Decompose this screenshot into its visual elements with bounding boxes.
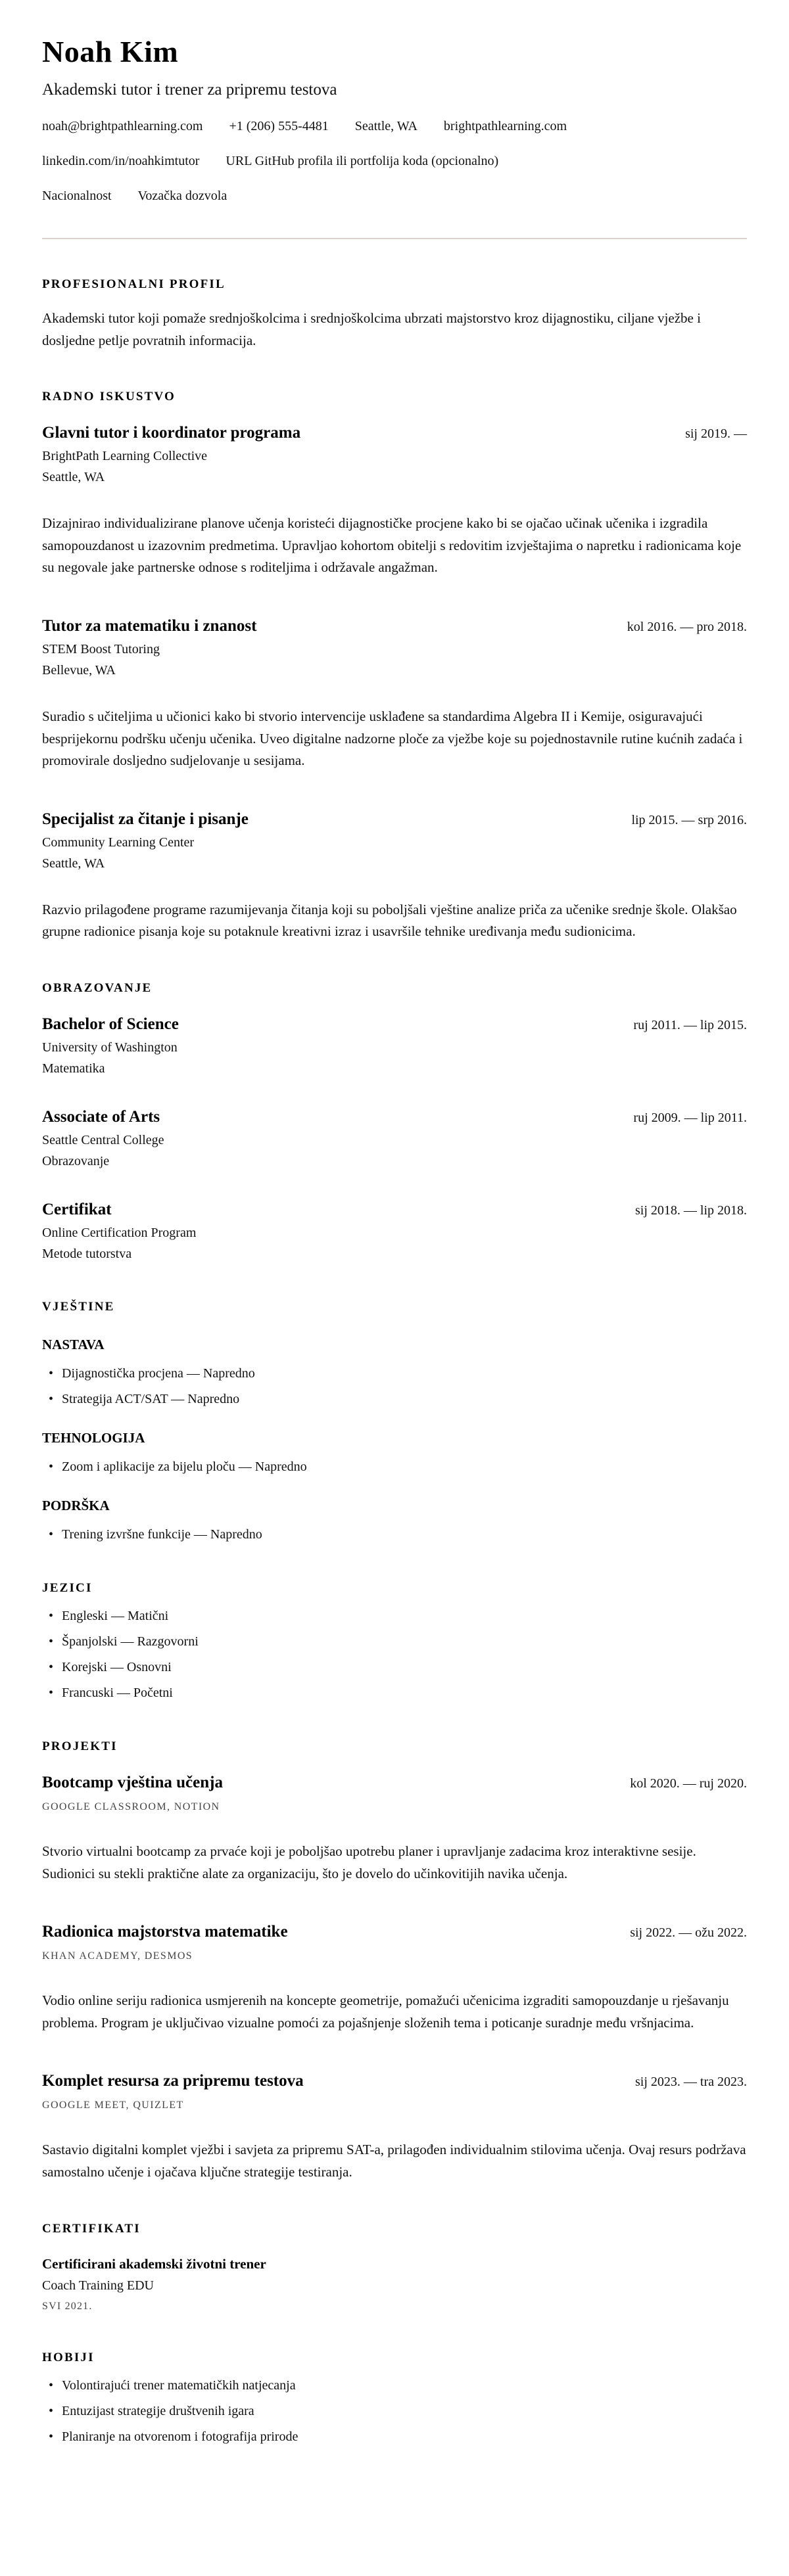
entry-header: [42, 2072, 747, 2090]
linkedin-text: linkedin.com/in/noahkimtutor: [42, 154, 200, 168]
language-item: • Francuski — Početni: [42, 1684, 747, 1701]
education-entry: [42, 1201, 747, 1262]
job-title: Tutor za matematiku i znanost: [42, 616, 257, 635]
language-item: • Španjolski — Razgovorni: [42, 1633, 747, 1650]
job-title: Glavni tutor i koordinator programa: [42, 424, 301, 442]
skill-item: • Strategija ACT/SAT — Napredno: [42, 1391, 747, 1408]
entry-header: [42, 424, 747, 442]
company-name: Community Learning Center: [42, 835, 195, 850]
entry-header: [42, 1201, 747, 1219]
contact-row-3: [42, 189, 747, 204]
contact-row-1: [42, 119, 747, 134]
entry-header: [42, 1108, 747, 1126]
profile-text: Akademski tutor koji pomaže srednjoškolcima i srednjoškolcima ubrzati majstorstvo kroz dijagnostiku, ciljane vježbe i dosljedne petlje povratnih informacija.: [42, 310, 701, 348]
email-text: noah@brightpathlearning.com: [42, 119, 203, 133]
project-date-range: kol 2020. — ruj 2020.: [630, 1776, 747, 1791]
education-entry: [42, 1015, 747, 1076]
github-placeholder-text: URL GitHub profila ili portfolija koda (opcionalno): [226, 154, 499, 168]
education-date-range: sij 2018. — lip 2018.: [634, 1203, 747, 1218]
section-hobbies: [42, 2351, 747, 2445]
skill-item: • Zoom i aplikacije za bijelu ploču — Napredno: [42, 1458, 747, 1475]
job-date-range: sij 2019. —: [685, 426, 747, 442]
certificate-issuer: Coach Training EDU: [42, 2278, 154, 2293]
nationality-label: Nacionalnost: [42, 189, 112, 203]
website-text: brightpathlearning.com: [443, 119, 567, 133]
field-of-study: Obrazovanje: [42, 1153, 110, 1168]
job-location: Bellevue, WA: [42, 662, 116, 678]
section-heading-education: OBRAZOVANJE: [42, 980, 153, 995]
skill-group-name: PODRŠKA: [42, 1497, 110, 1513]
hobby-item: • Planiranje na otvorenom i fotografija prirode: [42, 2428, 747, 2445]
skill-item: • Dijagnostička procjena — Napredno: [42, 1365, 747, 1382]
section-heading-skills: VJEŠTINE: [42, 1299, 115, 1314]
section-profile: [42, 277, 747, 352]
section-certificates: [42, 2222, 747, 2312]
project-tech-stack: GOOGLE CLASSROOM, NOTION: [42, 1801, 220, 1812]
entry-header: [42, 617, 747, 635]
language-item: • Engleski — Matični: [42, 1607, 747, 1624]
hobby-list: [42, 2377, 747, 2445]
section-heading-certificates: CERTIFIKATI: [42, 2221, 141, 2236]
skill-list: [42, 1526, 747, 1543]
skill-item: • Trening izvršne funkcije — Napredno: [42, 1526, 747, 1543]
person-name: Noah Kim: [42, 35, 179, 68]
project-entry: [42, 2072, 747, 2183]
job-title: Specijalist za čitanje i pisanje: [42, 810, 249, 828]
job-location: Seattle, WA: [42, 470, 105, 485]
project-title: Radionica majstorstva matematike: [42, 1923, 288, 1941]
degree-name: Certifikat: [42, 1200, 112, 1218]
section-languages: [42, 1581, 747, 1701]
project-date-range: sij 2023. — tra 2023.: [635, 2075, 747, 2090]
phone-text: +1 (206) 555-4481: [229, 119, 329, 133]
contact-row-2: [42, 154, 747, 169]
project-tech-stack: GOOGLE MEET, QUIZLET: [42, 2100, 184, 2111]
school-name: University of Washington: [42, 1040, 178, 1055]
section-projects: [42, 1739, 747, 2184]
project-description: Sastavio digitalni komplet vježbi i savjeta za pripremu SAT-a, prilagođen individualnim stilovima učenja. Ovaj resurs podržava samostalno učenje i ojačava ključne strategije testiranja.: [42, 2142, 746, 2180]
experience-entry: [42, 617, 747, 772]
job-date-range: lip 2015. — srp 2016.: [631, 812, 747, 827]
entry-header: [42, 1015, 747, 1034]
skill-group-name: NASTAVA: [42, 1336, 105, 1352]
hobby-item: • Entuzijast strategije društvenih igara: [42, 2403, 747, 2420]
language-item: • Korejski — Osnovni: [42, 1659, 747, 1676]
school-name: Seattle Central College: [42, 1132, 164, 1147]
project-description: Vodio online seriju radionica usmjerenih na koncepte geometrije, pomažući učenicima izgraditi samopouzdanje u rješavanju problema. Program je uključivao vizualne pomoći za pojašnjenje složenih tema i poticanje suradnje među vršnjacima.: [42, 1992, 729, 2031]
section-heading-projects: PROJEKTI: [42, 1739, 118, 1753]
project-title: Komplet resursa za pripremu testova: [42, 2072, 304, 2090]
project-date-range: sij 2022. — ožu 2022.: [630, 1925, 747, 1941]
location-text: Seattle, WA: [354, 119, 418, 133]
entry-header: [42, 810, 747, 829]
company-name: BrightPath Learning Collective: [42, 449, 208, 464]
section-heading-experience: RADNO ISKUSTVO: [42, 390, 176, 404]
skill-list: [42, 1458, 747, 1475]
project-entry: [42, 1774, 747, 1885]
section-heading-hobbies: HOBIJI: [42, 2350, 95, 2364]
experience-entry: [42, 424, 747, 579]
section-experience: [42, 390, 747, 943]
job-date-range: kol 2016. — pro 2018.: [627, 619, 747, 634]
degree-name: Associate of Arts: [42, 1107, 160, 1126]
job-description: Suradio s učiteljima u učionici kako bi stvorio intervencije usklađene sa standardima Algebra II i Kemije, osiguravajući besprijekornu podršku učenju učenika. Uveo digitalne nadzorne ploče za vježbe koje su pojednostavnile rutine kućnih zadaća i promovirale dosljedno sudjelovanje u sesijama.: [42, 708, 743, 769]
experience-entry: [42, 810, 747, 943]
hobby-item: • Volontirajući trener matematičkih natjecanja: [42, 2377, 747, 2394]
entry-header: [42, 1923, 747, 1941]
language-list: [42, 1607, 747, 1701]
degree-name: Bachelor of Science: [42, 1015, 179, 1033]
education-date-range: ruj 2009. — lip 2011.: [633, 1110, 747, 1125]
job-description: Razvio prilagođene programe razumijevanja čitanja koji su poboljšali vještine analize priča za učenike srednje škole. Olakšao grupne radionice pisanja koje su potaknule kreativni izraz i usavršile tehnike uređivanja među sudionicima.: [42, 901, 737, 940]
school-name: Online Certification Program: [42, 1225, 197, 1240]
job-location: Seattle, WA: [42, 856, 105, 871]
skill-list: [42, 1365, 747, 1408]
section-heading-profile: PROFESIONALNI PROFIL: [42, 277, 226, 291]
drivers-license-label: Vozačka dozvola: [137, 189, 227, 203]
project-description: Stvorio virtualni bootcamp za prvaće koji je poboljšao upotrebu planer i upravljanje zadacima kroz interaktivne sesije. Sudionici su stekli praktične alate za organizaciju, što je dovelo do učinkovitijih navika učenja.: [42, 1843, 696, 1881]
header-divider: [42, 238, 747, 239]
entry-header: [42, 1774, 747, 1792]
project-tech-stack: KHAN ACADEMY, DESMOS: [42, 1950, 193, 1962]
header: [42, 34, 747, 204]
section-skills: [42, 1300, 747, 1543]
company-name: STEM Boost Tutoring: [42, 641, 160, 656]
project-entry: [42, 1923, 747, 2034]
section-heading-languages: JEZICI: [42, 1580, 93, 1595]
project-title: Bootcamp vještina učenja: [42, 1773, 223, 1791]
field-of-study: Matematika: [42, 1061, 105, 1076]
skill-group-name: TEHNOLOGIJA: [42, 1429, 145, 1446]
certificate-title: Certificirani akademski životni trener: [42, 2255, 266, 2272]
section-education: [42, 981, 747, 1262]
field-of-study: Metode tutorstva: [42, 1246, 132, 1261]
certificate-entry: [42, 2256, 747, 2312]
person-job-title: Akademski tutor i trener za pripremu testova: [42, 81, 337, 99]
job-description: Dizajnirao individualizirane planove učenja koristeći dijagnostičke procjene kako bi se ojačao učinak učenika i izgradila samopouzdanost u izazovnim predmetima. Upravljao kohortom obitelji s redovitim izvještajima o napretku i radionicama koje su negovale jake partnerske odnose s roditeljima i održavale angažman.: [42, 515, 742, 576]
education-date-range: ruj 2011. — lip 2015.: [633, 1017, 747, 1032]
education-entry: [42, 1108, 747, 1169]
certificate-date: SVI 2021.: [42, 2300, 93, 2312]
